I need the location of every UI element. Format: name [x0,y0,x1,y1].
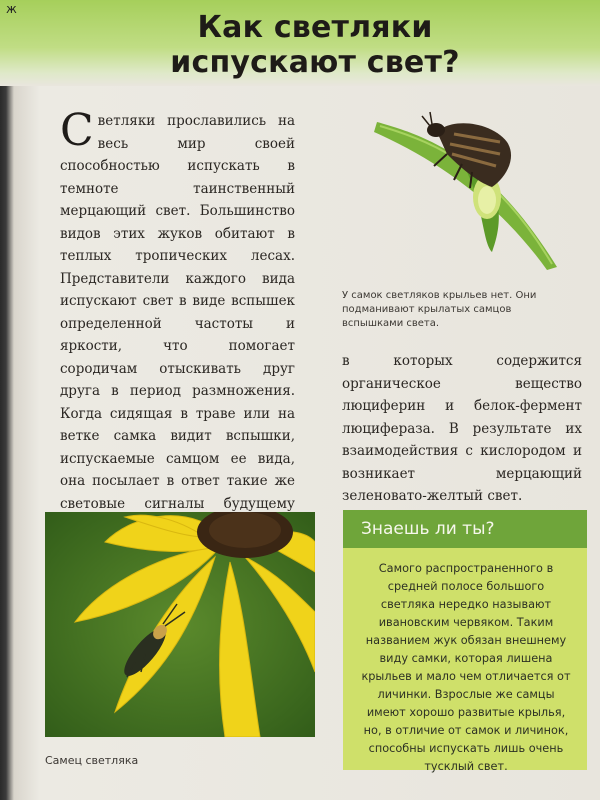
intro-text: ветляки прославились на весь мир своей способностью испускать в темноте таинственный мерцающий свет. Большинство видов этих жуков обитают в теплых тропических лесах. Представители каждого вида испускают свет в виде вспышек определенной частоты и яркости, что помогает сородичам отыскивать друг друга в период размножения. Когда сидящая в траве или на ветке самка видит вспышки, испускаемые самцом ее вида, она посылает в ответ такие же световые сигналы будущему [60,113,295,512]
continuation-paragraph: в которых содержится органическое вещество люциферин и белок-фермент люцифераза. В результате их взаимодействия с кислородом и возникает мерцающий зеленовато-желтый свет. [342,353,582,504]
box-text: Самого распространенного в средней полосе большого светляка нередко называют ивановским червяком. Таким названием жук обязан внешнему виду самки, которая лишена крыльев и мало чем отличается от личинки. Взрослые же самцы имеют хорошо развитые крылья, но, в отличие от самок и личинок, способны испускать лишь очень тусклый свет. [361,562,571,773]
bottom-figure-caption: Самец светляка [45,754,139,767]
title-line-1: Как светляки [197,10,433,45]
page-title [150,10,480,80]
female-firefly-illustration [372,92,572,272]
title-line-2: испускают свет? [170,45,460,80]
box-heading: Знаешь ли ты? [343,510,587,548]
drop-cap: С [60,105,94,156]
top-figure-caption: У самок светляков крыльев нет. Они подманивают крылатых самцов вспышками света. [342,290,537,329]
male-firefly-photo [45,512,315,737]
page-marker: ж [6,2,17,16]
flower-photo-graphic [45,512,315,737]
did-you-know-box [343,510,587,773]
